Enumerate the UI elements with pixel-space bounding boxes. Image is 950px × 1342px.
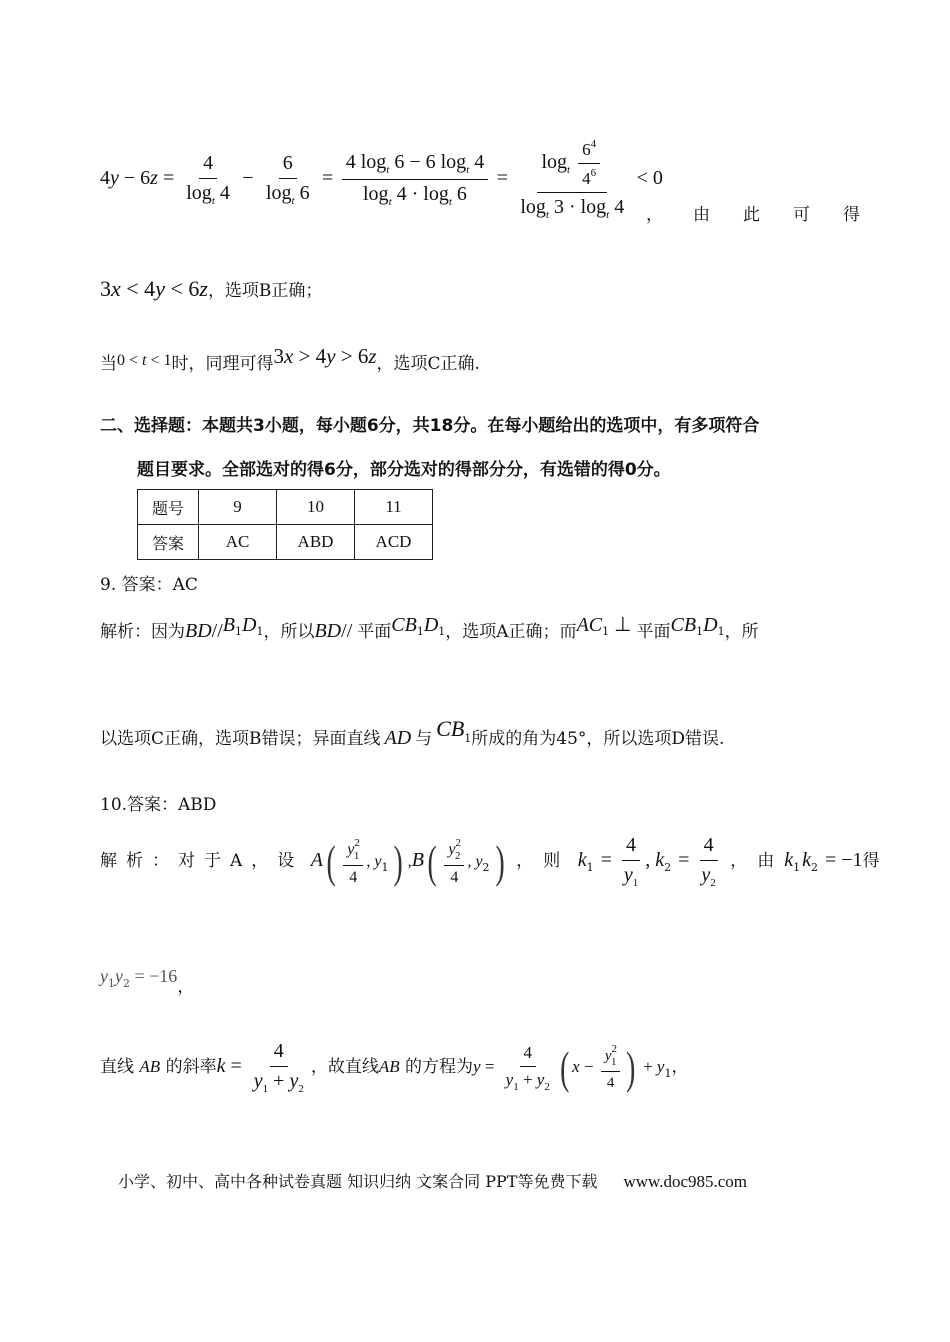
text: 解析：对于A，设 — [100, 851, 304, 871]
table-row — [138, 490, 433, 525]
table-cell: 10 — [277, 490, 355, 525]
table-cell: 11 — [355, 490, 433, 525]
text: ，由 — [730, 851, 785, 871]
text: ，选项A正确；而 — [445, 622, 577, 642]
q10-analysis-line1: 解析：对于A，设 A( $\frac{y^2_1}{4}$ , $y_1$) ,B( $\frac{y^2_2}{4}$ , $y_2$) ，则 $k_1$ = $\frac{4}{y_1}$ , $k_2$ = $\frac{4}{y_2}$ ，由$k_1k_2 = -1$得 — [100, 834, 882, 889]
text: 解析：因为 — [100, 622, 185, 642]
table-cell: 9 — [199, 490, 277, 525]
q9-title: 9. 答案：AC — [100, 575, 198, 595]
when-text: 当 — [100, 354, 117, 374]
text: 与 — [415, 729, 433, 749]
inequality-line-c: 当0 < t < 1时，同理可得3x > 4y > 6z，选项C正确. — [100, 344, 480, 374]
page-footer — [118, 1169, 747, 1192]
text: ， — [177, 977, 195, 997]
conclusion-text: 由此可得 — [693, 205, 893, 225]
section-2-heading-cont: 题目要求。全部选对的得6分，部分选对的得部分分，有选错的得0分。 — [137, 460, 671, 480]
option-b-text: ，选项B正确； — [207, 281, 323, 301]
text: 的方程为 — [405, 1057, 474, 1077]
table-cell: ACD — [355, 525, 433, 560]
table-header-cell: 答案 — [138, 525, 199, 560]
q10-title: 10.答案：ABD — [100, 795, 217, 815]
text: 的斜率 — [165, 1057, 217, 1077]
option-c-text: ，选项C正确. — [376, 354, 480, 374]
text: ，所以 — [263, 622, 315, 642]
footer-link[interactable]: www.doc985.com — [623, 1172, 748, 1191]
inequality-line-b: 3x < 4y < 6z，选项B正确； — [100, 276, 323, 301]
q9-analysis-line1: 解析：因为BD//B1D1，所以BD// 平面CB1D1，选项A正确；而AC1 ⊥ 平面CB1D1，所 — [100, 614, 759, 642]
section-2-heading: 二、选择题：本题共3小题，每小题6分，共18分。在每小题给出的选项中，有多项符合 — [100, 416, 760, 436]
line1-tail — [646, 200, 893, 225]
text: 平面 — [357, 622, 392, 642]
text: AB — [378, 1057, 400, 1076]
table-cell: AC — [199, 525, 277, 560]
table-header-cell: 题号 — [138, 490, 199, 525]
comma-text: ， — [646, 205, 663, 225]
q10-analysis-line3: 直线 AB 的斜率k = $\frac{4}{y_1 + y_2}$ ，故直线AB 的方程为y = $\frac{4}{y_1 + y_2}$ ( x − $\frac{y^2_1}{4}$ ) + $y_1$， — [100, 1040, 689, 1095]
q9-analysis-line2: 以选项C正确，选项B错误；异面直线 AD 与 CB1所成的角为45°，所以选项D错误. — [100, 716, 725, 749]
text: ，故直线 — [310, 1057, 379, 1077]
text: 平面 — [636, 622, 671, 642]
text: 得 — [862, 851, 882, 871]
text: ， — [671, 1057, 689, 1077]
text: AB — [139, 1057, 161, 1076]
text: 直线 — [100, 1057, 134, 1077]
table-cell: ABD — [277, 525, 355, 560]
text: 以选项C正确，选项B错误；异面直线 — [100, 729, 381, 749]
q10-analysis-line2: $y_1y_2 = -16$， — [100, 966, 195, 997]
text: ，则 — [516, 851, 571, 871]
equation-4y-6z: 4y − 6z = $\frac{4}{\log_t 4}$ − $\frac{6}{\log_t 6}$ = $\frac{4 \log_t 6 - 6 \log_t 4}{\log_t 4 \cdot \log_t 6}$ = $\log_t$ $\frac{6^4}{4^6}$ $\log_t 3 \cdot \log_t 4$ < 0 — [100, 138, 663, 221]
text: ，所 — [724, 622, 759, 642]
table-row — [138, 525, 433, 560]
similarly-text: 时，同理可得 — [171, 354, 274, 374]
footer-text: 小学、初中、高中各种试卷真题 知识归纳 文案合同 PPT等免费下载 — [118, 1172, 598, 1191]
text: 所成的角为45°，所以选项D错误. — [471, 729, 725, 749]
answer-table — [137, 489, 433, 560]
